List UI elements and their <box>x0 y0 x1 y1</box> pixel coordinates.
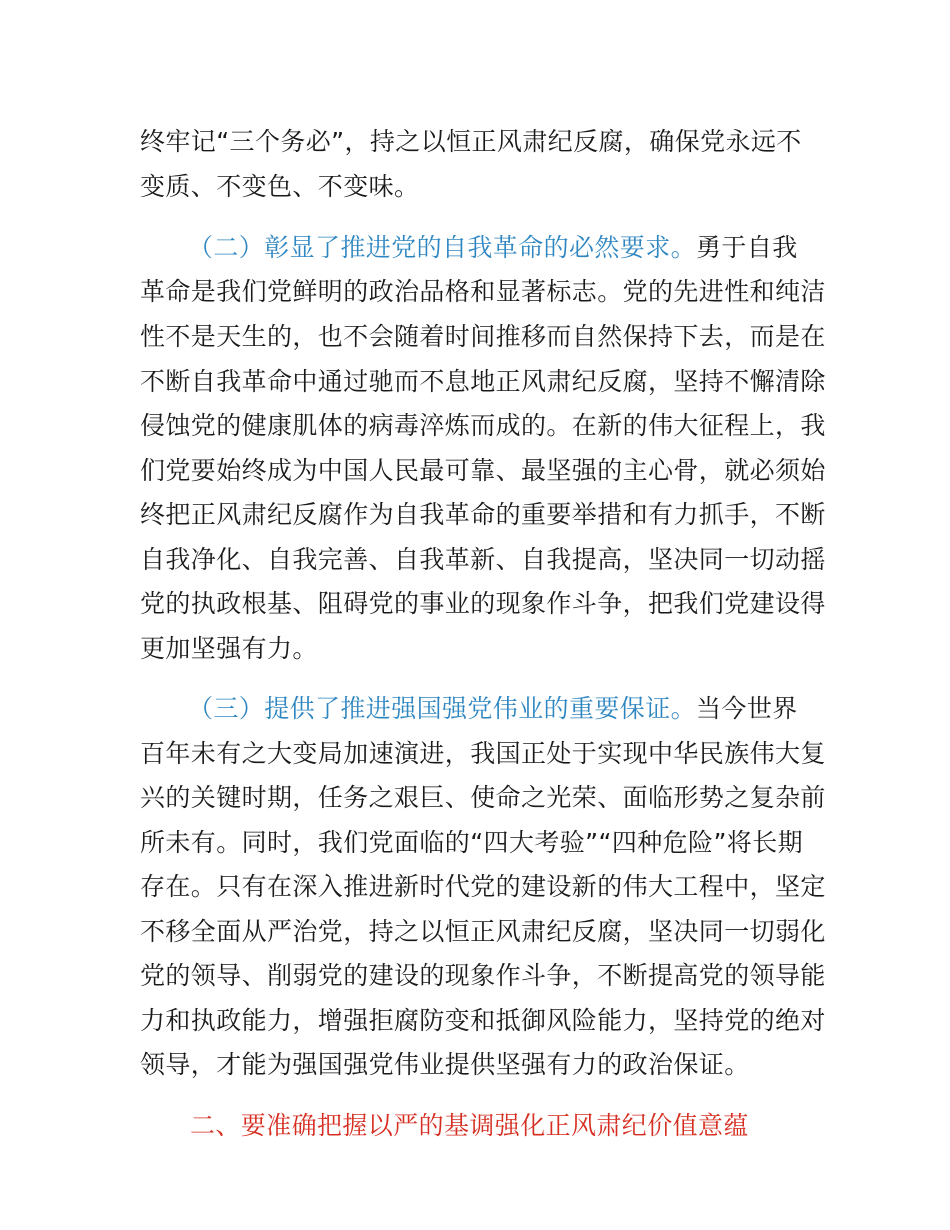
paragraph-1-line-2: 变质、不变色、不变味。 <box>140 172 420 201</box>
paragraph-3-line-6: 不移全面从严治党，持之以恒正风肃纪反腐，坚决同一切弱化 <box>140 917 826 946</box>
section-heading: 二、要准确把握以严的基调强化正风肃纪价值意蕴 <box>190 1111 749 1140</box>
subsection-heading-3: （三）提供了推进强国强党伟业的重要保证。 <box>188 694 697 723</box>
paragraph-2-line-2: 革命是我们党鲜明的政治品格和显著标志。党的先进性和纯洁 <box>140 277 826 306</box>
paragraph-2-line-6: 们党要始终成为中国人民最可靠、最坚强的主心骨，就必须始 <box>140 456 826 485</box>
paragraph-3-line-1: 当今世界 <box>696 694 798 723</box>
paragraph-2-line-10: 更加坚强有力。 <box>140 634 318 663</box>
paragraph-3-line-3: 兴的关键时期，任务之艰巨、使命之光荣、面临形势之复杂前 <box>140 783 826 812</box>
paragraph-2-line-5: 侵蚀党的健康肌体的病毒淬炼而成的。在新的伟大征程上，我 <box>140 411 826 440</box>
paragraph-2-line-3: 性不是天生的，也不会随着时间推移而自然保持下去，而是在 <box>140 322 826 351</box>
paragraph-3-line-8: 力和执政能力，增强拒腐防变和抵御风险能力，坚持党的绝对 <box>140 1006 826 1035</box>
paragraph-3-line-5: 存在。只有在深入推进新时代党的建设新的伟大工程中，坚定 <box>140 872 826 901</box>
paragraph-3-first-line <box>188 694 798 724</box>
paragraph-2-first-line <box>188 233 798 263</box>
paragraph-1-line-1: 终牢记“三个务必”，持之以恒正风肃纪反腐，确保党永远不 <box>140 127 802 156</box>
paragraph-3-line-2: 百年未有之大变局加速演进，我国正处于实现中华民族伟大复 <box>140 739 826 768</box>
subsection-heading-2: （二）彰显了推进党的自我革命的必然要求。 <box>188 233 697 262</box>
paragraph-3-line-7: 党的领导、削弱党的建设的现象作斗争，不断提高党的领导能 <box>140 961 826 990</box>
paragraph-3-line-9: 领导，才能为强国强党伟业提供坚强有力的政治保证。 <box>140 1050 750 1079</box>
paragraph-2-line-4: 不断自我革命中通过驰而不息地正风肃纪反腐，坚持不懈清除 <box>140 367 826 396</box>
paragraph-2-line-7: 终把正风肃纪反腐作为自我革命的重要举措和有力抓手，不断 <box>140 500 826 529</box>
paragraph-2-line-9: 党的执政根基、阻碍党的事业的现象作斗争，把我们党建设得 <box>140 589 826 618</box>
paragraph-3-line-4: 所未有。同时，我们党面临的“四大考验”“四种危险”将长期 <box>140 828 804 857</box>
paragraph-2-line-1: 勇于自我 <box>696 233 798 262</box>
paragraph-2-line-8: 自我净化、自我完善、自我革新、自我提高，坚决同一切动摇 <box>140 545 826 574</box>
